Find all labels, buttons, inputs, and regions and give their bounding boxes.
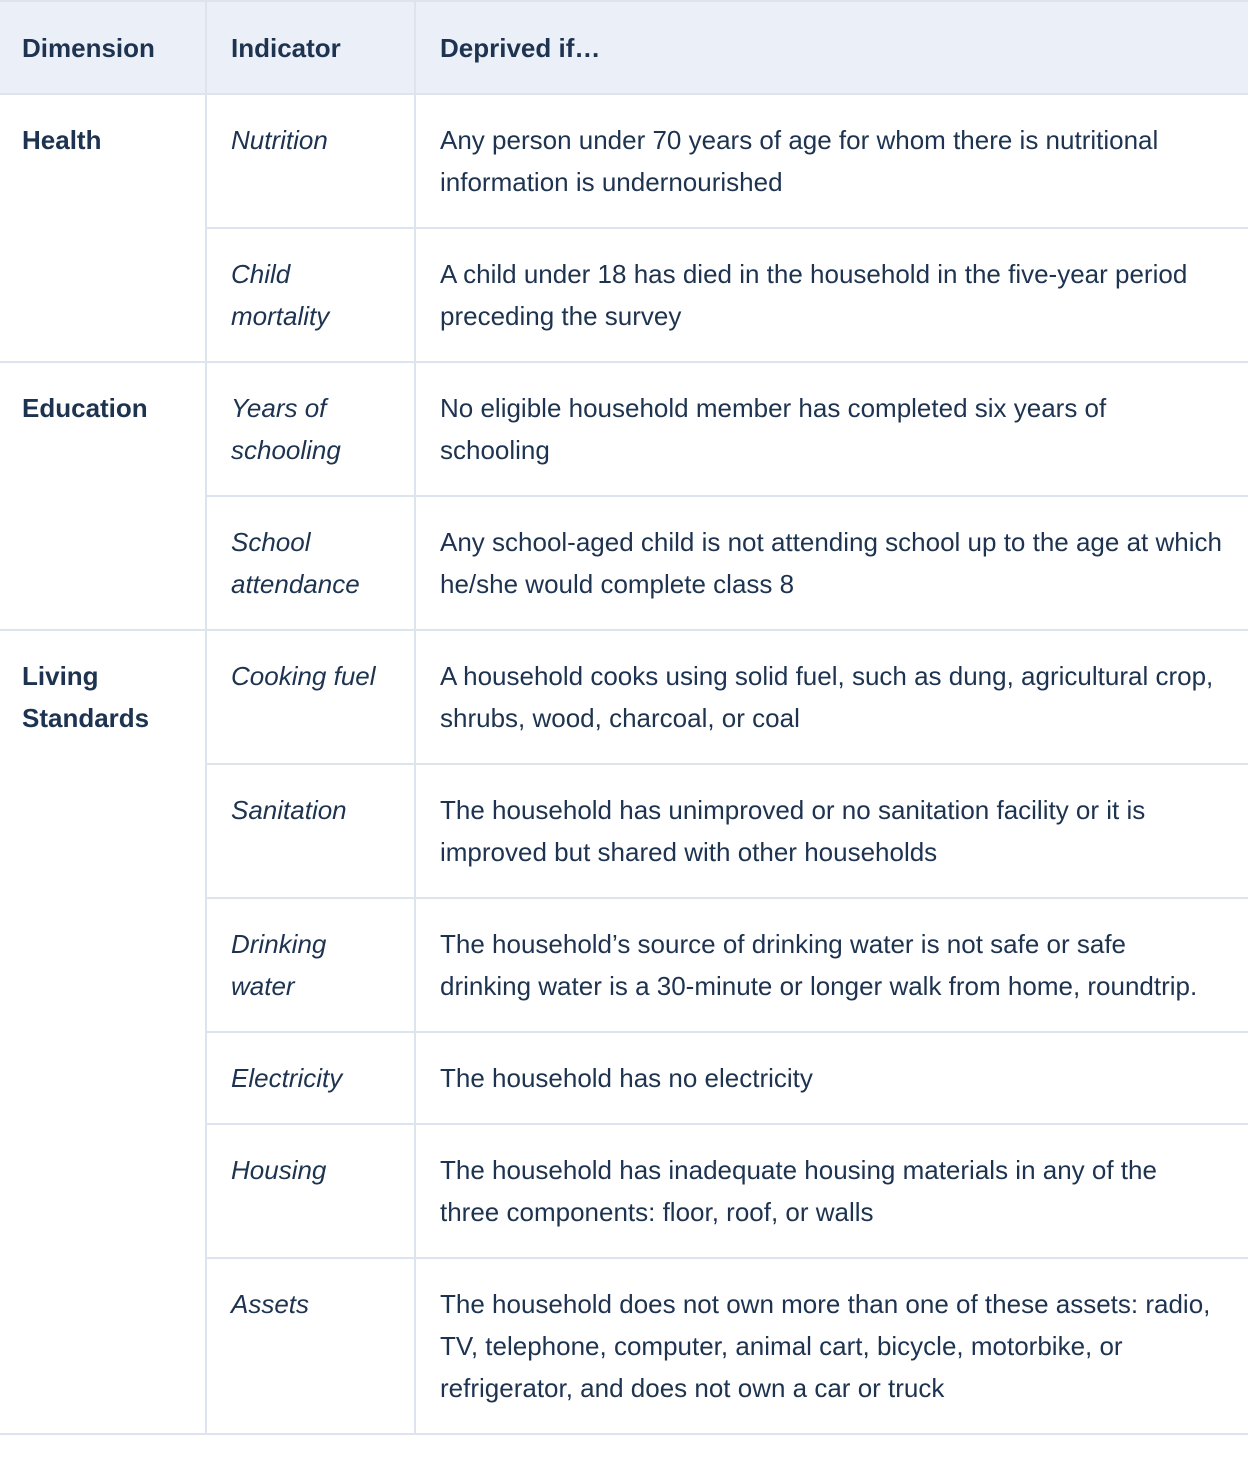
indicator-cell: Electricity — [206, 1032, 415, 1124]
header-dimension: Dimension — [0, 1, 206, 94]
deprived-cell: The household has no electricity — [415, 1032, 1248, 1124]
indicator-cell: Years of schooling — [206, 362, 415, 496]
indicator-cell: Housing — [206, 1124, 415, 1258]
dimension-cell-health: Health — [0, 94, 206, 362]
table-body — [0, 94, 1248, 1434]
indicator-cell: Assets — [206, 1258, 415, 1434]
header-row — [0, 1, 1248, 94]
deprived-cell: A household cooks using solid fuel, such as dung, agricultural crop, shrubs, wood, charcoal, or coal — [415, 630, 1248, 764]
dimension-cell-living-standards: Living Standards — [0, 630, 206, 1434]
deprived-cell: The household does not own more than one of these assets: radio, TV, telephone, computer, animal cart, bicycle, motorbike, or refrigerator, and does not own a car or truck — [415, 1258, 1248, 1434]
indicator-cell: Child mortality — [206, 228, 415, 362]
table-row — [0, 362, 1248, 496]
deprived-cell: Any school-aged child is not attending school up to the age at which he/she would complete class 8 — [415, 496, 1248, 630]
deprived-cell: The household’s source of drinking water is not safe or safe drinking water is a 30-minute or longer walk from home, roundtrip. — [415, 898, 1248, 1032]
table-row — [0, 94, 1248, 228]
indicator-cell: Cooking fuel — [206, 630, 415, 764]
deprived-cell: A child under 18 has died in the household in the five-year period preceding the survey — [415, 228, 1248, 362]
deprived-cell: Any person under 70 years of age for whom there is nutritional information is undernourished — [415, 94, 1248, 228]
header-deprived-if: Deprived if… — [415, 1, 1248, 94]
indicator-cell: Nutrition — [206, 94, 415, 228]
deprived-cell: No eligible household member has completed six years of schooling — [415, 362, 1248, 496]
dimension-cell-education: Education — [0, 362, 206, 630]
table-row — [0, 630, 1248, 764]
deprived-cell: The household has unimproved or no sanitation facility or it is improved but shared with other households — [415, 764, 1248, 898]
table-header — [0, 1, 1248, 94]
deprived-cell: The household has inadequate housing materials in any of the three components: floor, roof, or walls — [415, 1124, 1248, 1258]
indicator-cell: Sanitation — [206, 764, 415, 898]
indicator-cell: Drinking water — [206, 898, 415, 1032]
indicator-cell: School attendance — [206, 496, 415, 630]
header-indicator: Indicator — [206, 1, 415, 94]
